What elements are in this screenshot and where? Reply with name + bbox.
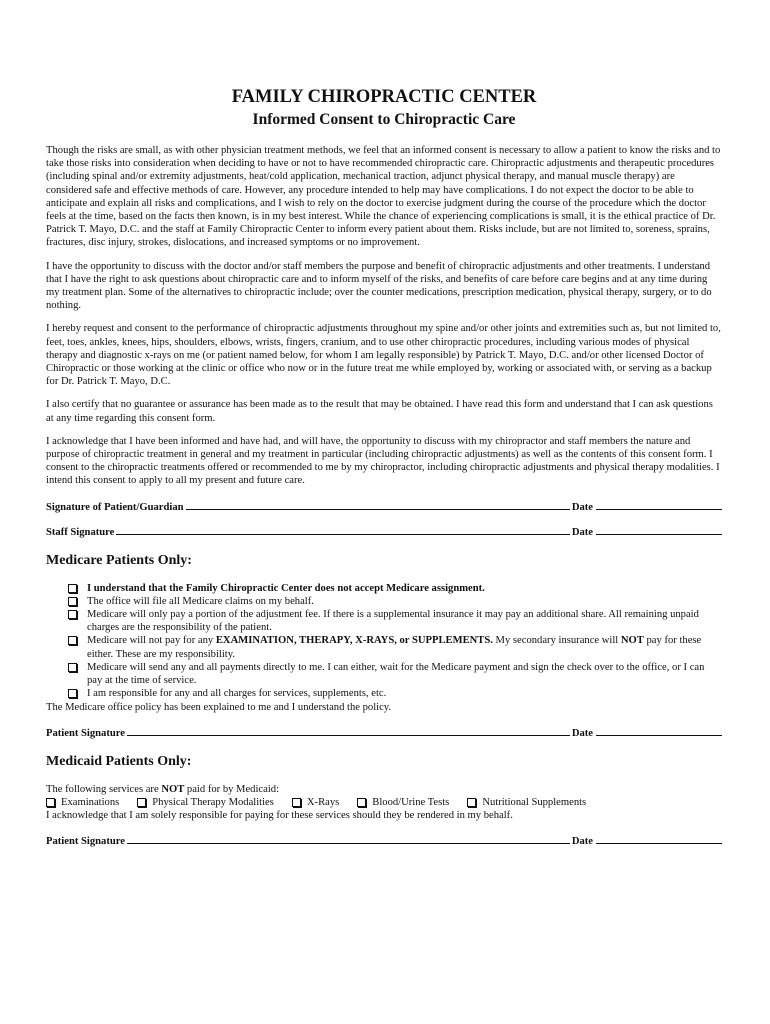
medicare-item	[68, 634, 722, 660]
medicare-item	[68, 595, 722, 608]
item-text-part: pay for these either. These are my responsibility.	[87, 635, 702, 660]
consent-paragraph: I hereby request and consent to the performance of chiropractic adjustments throughout my spine and/or other joints and extremities such as, but not limited to, feet, toes, ankles, knees, hips, shoulders, elbows, wrists, fingers, cranium, and to use other chiropractic procedures, including various modes of physical therapy and diagnostic x-rays on me (or patient named below, for whom I am legally responsible) by Patrick T. Mayo, D.C. and/or other licensed Doctor of Chiropractic or those working at the clinic or office who now or in the future treat me while employed by, working or associated with, or serving as a backup for Dr. Patrick T. Mayo, D.C.	[46, 323, 721, 388]
service-option	[137, 796, 274, 809]
patient-guardian-signature-field[interactable]	[186, 508, 570, 510]
medicaid-intro	[46, 783, 722, 796]
medicare-patient-signature-row	[46, 728, 722, 739]
medicaid-patient-signature-label: Patient Signature	[46, 836, 125, 848]
service-option	[467, 796, 586, 809]
item-text-bold: NOT	[620, 635, 644, 647]
service-option	[46, 796, 119, 809]
medicare-item	[68, 608, 722, 634]
medicare-item	[68, 687, 722, 700]
checkbox[interactable]	[68, 689, 77, 698]
medicare-item-text: Medicare will only pay a portion of the adjustment fee. If there is a supplemental insurance it may pay an additional share. All remaining unpaid charges are the responsibility of the patient.	[87, 609, 699, 634]
medicaid-date-field[interactable]	[596, 842, 722, 844]
medicare-item-text: Medicare will send any and all payments directly to me. I can either, wait for the Medicare payment and sign the check over to the office, or I can pay at the time of service.	[87, 661, 705, 687]
medicare-patient-signature-label: Patient Signature	[46, 727, 125, 739]
item-text-bold: EXAMINATION, THERAPY, X-RAYS, or SUPPLEMENTS.	[215, 635, 493, 647]
discussion-paragraph: I have the opportunity to discuss with the doctor and/or staff members the purpose and benefit of chiropractic adjustments and other treatments. I understand that I have the right to ask questions about chiropractic care and to inform myself of the risks, and benefits of care before care begins and at any time during my treatment plan. Some of the alternatives to chiropractic include; over the counter medications, prescription medication, physical therapy, surgery, or to do nothing.	[46, 260, 712, 312]
medicare-checklist	[46, 582, 722, 701]
staff-date-field[interactable]	[596, 533, 722, 535]
patient-guardian-date-field[interactable]	[596, 508, 722, 510]
medicare-item-text: I understand that the Family Chiropractic Center does not accept Medicare assignment.	[87, 582, 485, 594]
date-label: Date	[571, 526, 593, 538]
item-text-part: My secondary insurance will	[492, 635, 621, 647]
medicare-item-text: I am responsible for any and all charges for services, supplements, etc.	[87, 688, 387, 700]
form-subtitle: Informed Consent to Chiropractic Care	[252, 111, 516, 128]
clinic-title: FAMILY CHIROPRACTIC CENTER	[231, 87, 537, 107]
checkbox[interactable]	[46, 798, 55, 807]
service-option	[292, 796, 339, 809]
patient-guardian-signature-row	[46, 502, 722, 513]
checkbox[interactable]	[68, 597, 77, 606]
checkbox[interactable]	[137, 798, 146, 807]
medicaid-patient-signature-field[interactable]	[127, 842, 570, 844]
medicaid-heading: Medicaid Patients Only:	[46, 753, 192, 769]
service-label: Nutritional Supplements	[482, 796, 587, 808]
staff-signature-label: Staff Signature	[46, 526, 115, 538]
checkbox[interactable]	[292, 798, 301, 807]
medicare-date-field[interactable]	[596, 734, 722, 736]
checkbox[interactable]	[68, 584, 77, 593]
date-label: Date	[571, 501, 593, 513]
item-text-part: Medicare will not pay for any	[87, 635, 216, 647]
consent-form	[46, 86, 722, 861]
checkbox[interactable]	[467, 798, 476, 807]
service-label: Examinations	[61, 796, 120, 808]
service-label: X-Rays	[306, 796, 340, 808]
medicaid-services	[46, 796, 722, 809]
checkbox[interactable]	[357, 798, 366, 807]
medicare-heading: Medicare Patients Only:	[46, 552, 192, 568]
medicare-item-text	[87, 634, 722, 660]
medicaid-acknowledgement: I acknowledge that I am solely responsible for paying for these services should they be rendered in my behalf.	[46, 810, 513, 822]
medicare-item-text: The office will file all Medicare claims on my behalf.	[87, 595, 314, 607]
checkbox[interactable]	[68, 636, 77, 645]
medicaid-patient-signature-row	[46, 836, 722, 847]
certify-paragraph: I also certify that no guarantee or assurance has been made as to the result that may be obtained. I have read this form and understand that I can ask questions at any time regarding this consent form.	[46, 399, 713, 424]
intro-text-part: paid for by Medicaid:	[184, 783, 280, 795]
date-label: Date	[571, 727, 593, 739]
intro-text-part: The following services are	[46, 783, 162, 795]
medicare-item	[68, 661, 722, 687]
date-label: Date	[571, 836, 593, 848]
medicare-patient-signature-field[interactable]	[127, 734, 570, 736]
service-label: Blood/Urine Tests	[372, 796, 450, 808]
service-option	[357, 796, 449, 809]
patient-guardian-signature-label: Signature of Patient/Guardian	[46, 501, 184, 513]
staff-signature-row	[46, 527, 722, 538]
intro-text-bold: NOT	[161, 783, 185, 795]
medicare-policy-statement: The Medicare office policy has been explained to me and I understand the policy.	[46, 701, 392, 713]
medicare-item	[68, 582, 722, 595]
risk-paragraph: Though the risks are small, as with other physician treatment methods, we feel that an informed consent is necessary to allow a patient to know the risks and to take those risks into consideration when deciding to have or not to have recommended chiropractic care. Chiropractic adjustments and therapeutic procedures (including spinal and/or extremity adjustments, heat/cold application, mechanical traction, adjunct physical therapy, and manual muscle therapy) are considered safe and effective methods of care. However, any procedure intended to help may have complications. I do not expect the doctor to be able to anticipate and explain all risks and complications, and I wish to rely on the doctor to exercise judgment during the course of the procedure which the doctor feels at the time, based on the facts then known, is in my best interest. While the chance of experiencing complications is small, it is the ethical practice of Dr. Patrick T. Mayo, D.C. and the staff at Family Chiropractic Center to inform every patient about them. Risks include, but are not limited to, soreness, sprains, fractures, disc injury, strokes, dislocations, and increased symptoms or no improvement.	[46, 145, 721, 249]
service-label: Physical Therapy Modalities	[152, 796, 274, 808]
acknowledge-paragraph: I acknowledge that I have been informed and have had, and will have, the opportunity to discuss with my chiropractor and staff members the nature and purpose of chiropractic treatment in general and my treatment in particular (including chiropractic adjustments) as well as the contents of this consent form. I consent to the chiropractic treatments offered or recommended to me by my chiropractor, including chiropractic adjustments and physical therapy modalities. I intend this consent to apply to all my present and future care.	[46, 435, 720, 487]
checkbox[interactable]	[68, 610, 77, 619]
staff-signature-field[interactable]	[116, 533, 569, 535]
checkbox[interactable]	[68, 663, 77, 672]
